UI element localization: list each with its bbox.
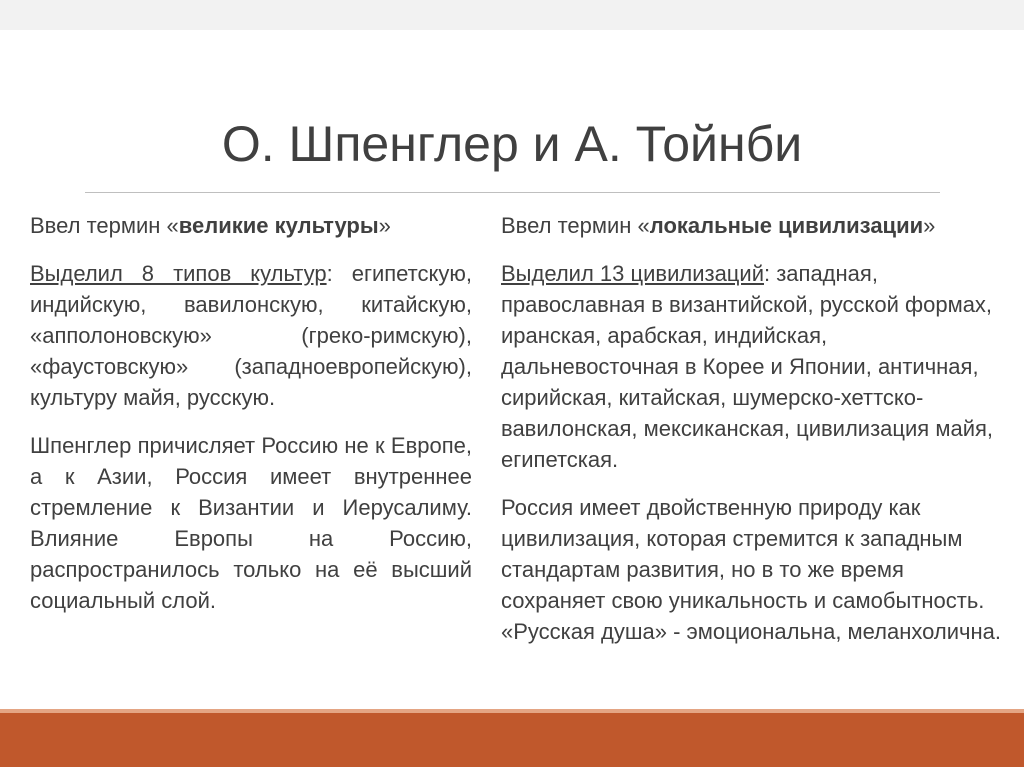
slide-title: О. Шпенглер и А. Тойнби [221,116,803,172]
right-civilizations-heading: Выделил 13 цивилизаций [501,261,764,286]
bottom-accent-band [0,713,1024,767]
right-column [501,210,1001,664]
right-term-suffix: » [923,213,936,238]
left-russia-paragraph: Шпенглер причисляет Россию не к Европе, а к Азии, Россия имеет внутреннее стремление к Византии и Иерусалиму. Влияние Европы на Россию, распространилось только на её высший социальный слой. [30,433,472,613]
right-term-paragraph [501,210,1001,241]
left-column [30,210,472,633]
right-civilizations-list: : западная, православная в византийской, русской формах, иранская, арабская, индийская, дальневосточная в Корее и Японии, античная, сирийская, китайская, шумерско-хеттско-вавилонская, мексиканская, цивилизация майя, египетская. [501,261,994,472]
left-term-prefix: Ввел термин « [30,213,179,238]
right-civilizations-paragraph [501,258,1001,475]
left-types-paragraph [30,258,472,413]
right-term-prefix: Ввел термин « [501,213,650,238]
left-types-list: : египетскую, индийскую, вавилонскую, китайскую, «апполоновскую» (греко-римскую), «фаустовскую» (западноевропейскую), культуру майя, русскую. [30,261,472,410]
top-band [0,0,1024,30]
title-divider [85,192,940,193]
left-term-bold: великие культуры [178,213,379,238]
right-term-bold: локальные цивилизации [649,213,924,238]
left-term-paragraph [30,210,472,241]
right-russia-paragraph: Россия имеет двойственную природу как цивилизация, которая стремится к западным стандартам развития, но в то же время сохраняет свою уникальность и самобытность. «Русская душа» - эмоциональна, меланхолична. [501,495,1001,644]
left-term-suffix: » [378,213,391,238]
left-types-heading: Выделил 8 типов культур [30,261,327,286]
